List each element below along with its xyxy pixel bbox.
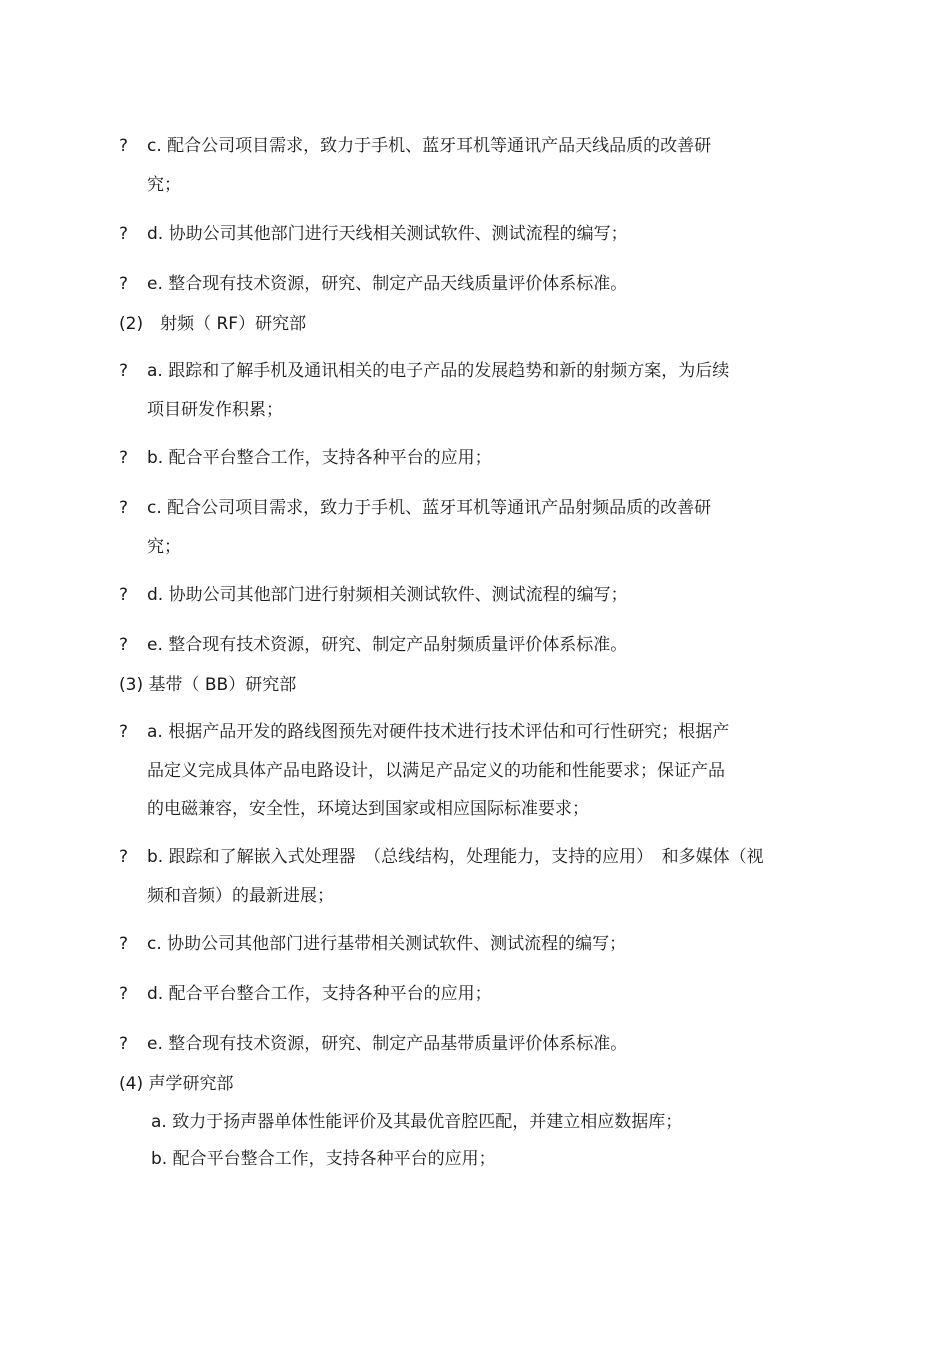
antenna-item-c-line2: 究； <box>147 175 181 195</box>
bb-item-a-line1: a. 根据产品开发的路线图预先对硬件技术进行技术评估和可行性研究；根据产 <box>147 722 730 742</box>
bullet-marker: ? <box>119 934 129 954</box>
bullet-marker: ? <box>119 361 129 381</box>
acoustic-item-b: b. 配合平台整合工作，支持各种平台的应用； <box>151 1149 496 1169</box>
section-heading-rf: (2) 射频（ RF）研究部 <box>119 314 307 334</box>
antenna-item-e: e. 整合现有技术资源，研究、制定产品天线质量评价体系标准。 <box>147 274 628 294</box>
bullet-marker: ? <box>119 984 129 1004</box>
bullet-marker: ? <box>119 722 129 742</box>
bb-item-b-line1: b. 跟踪和了解嵌入式处理器 （总线结构，处理能力，支持的应用） 和多媒体（视 <box>147 847 764 867</box>
bullet-marker: ? <box>119 498 129 518</box>
bullet-marker: ? <box>119 448 129 468</box>
rf-item-c-line2: 究； <box>147 537 181 557</box>
rf-item-a-line1: a. 跟踪和了解手机及通讯相关的电子产品的发展趋势和新的射频方案，为后续 <box>147 361 730 381</box>
rf-item-a-line2: 项目研发作积累； <box>147 400 283 420</box>
bb-item-d: d. 配合平台整合工作，支持各种平台的应用； <box>147 984 492 1004</box>
bb-item-b-line2: 频和音频）的最新进展； <box>147 886 334 906</box>
bb-item-c: c. 协助公司其他部门进行基带相关测试软件、测试流程的编写； <box>147 934 627 954</box>
bullet-marker: ? <box>119 136 129 156</box>
antenna-item-d: d. 协助公司其他部门进行天线相关测试软件、测试流程的编写； <box>147 224 628 244</box>
bullet-marker: ? <box>119 1034 129 1054</box>
bullet-marker: ? <box>119 635 129 655</box>
bb-item-a-line3: 的电磁兼容，安全性，环境达到国家或相应国际标准要求； <box>147 799 589 819</box>
rf-item-b: b. 配合平台整合工作，支持各种平台的应用； <box>147 448 492 468</box>
bb-item-a-line2: 品定义完成具体产品电路设计，以满足产品定义的功能和性能要求；保证产品 <box>147 761 725 781</box>
bullet-marker: ? <box>119 224 129 244</box>
bullet-marker: ? <box>119 274 129 294</box>
section-heading-acoustic: (4) 声学研究部 <box>119 1074 234 1094</box>
section-heading-bb: (3) 基带（ BB）研究部 <box>119 675 297 695</box>
acoustic-item-a: a. 致力于扬声器单体性能评价及其最优音腔匹配，并建立相应数据库； <box>151 1112 683 1132</box>
rf-item-d: d. 协助公司其他部门进行射频相关测试软件、测试流程的编写； <box>147 585 628 605</box>
bullet-marker: ? <box>119 585 129 605</box>
bullet-marker: ? <box>119 847 129 867</box>
bb-item-e: e. 整合现有技术资源，研究、制定产品基带质量评价体系标准。 <box>147 1034 628 1054</box>
rf-item-c-line1: c. 配合公司项目需求，致力于手机、蓝牙耳机等通讯产品射频品质的改善研 <box>147 498 712 518</box>
rf-item-e: e. 整合现有技术资源，研究、制定产品射频质量评价体系标准。 <box>147 635 628 655</box>
antenna-item-c-line1: c. 配合公司项目需求，致力于手机、蓝牙耳机等通讯产品天线品质的改善研 <box>147 136 712 156</box>
